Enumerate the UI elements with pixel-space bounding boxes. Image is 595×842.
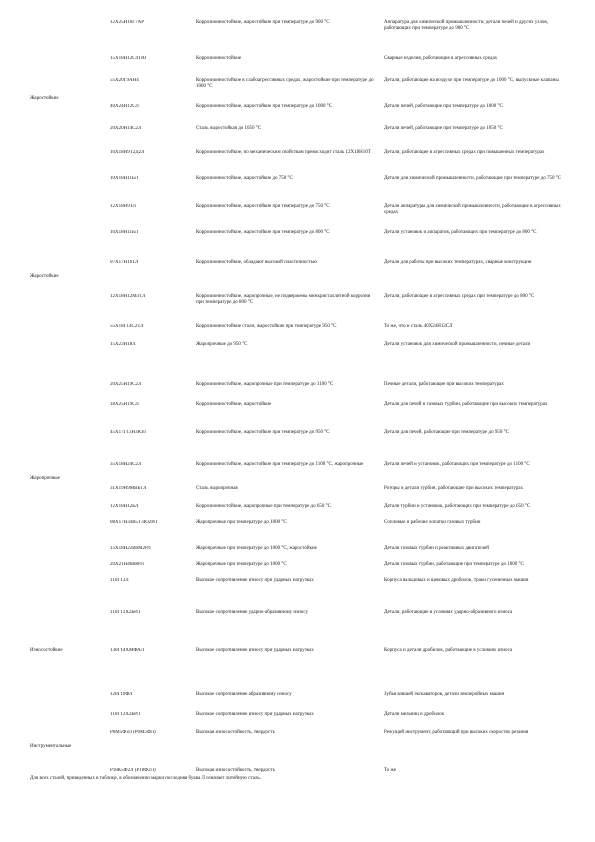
steel-grade: 35Х18Н24С2Л	[110, 462, 142, 467]
steel-grade: 45Х17Г13Н3ЮЛ	[110, 430, 146, 435]
steel-grade: 10Х18Н9Т2Д2Л	[110, 150, 145, 155]
steel-application: Детали мельниц и дробилок	[384, 712, 445, 717]
steel-properties: Коррозионностойкие, жаропрочные при температуре до 1100 °С	[196, 382, 334, 387]
group-label: Жаростойкие	[30, 274, 59, 279]
steel-properties: Коррозионностойкие, жаростойкие при температуре до 800 °С	[196, 230, 330, 235]
steel-properties: Коррозионностойкие, по механическим свойствам превосходит сталь 12Х18Н10Т	[196, 150, 371, 155]
steel-properties: Коррозионностойкие, жаростойкие при температуре до 900 °С	[196, 20, 330, 25]
steel-properties: Сталь жаростойкая до 1050 °С	[196, 126, 262, 131]
steel-grade: 110Г13Х2БРЛ	[110, 712, 140, 717]
steel-application: Детали установок и аппаратов, работающих при температуре до 800 °С	[384, 230, 537, 235]
steel-properties: Коррозионностойкие, жаропрочные, не подвержены межкристаллитной коррозии при температуре до 800 °С	[196, 294, 371, 305]
steel-properties: Высокая износостойкость, твердость	[196, 768, 275, 773]
steel-grade: 15Х18Н12С4ТЮ	[110, 56, 147, 61]
steel-properties: Коррозионностойкие, жаростойкие при температуре до 750 °С	[196, 204, 330, 209]
steel-grade: 12Х18Н12БЛ	[110, 504, 139, 509]
steel-application: Аппаратура для химической промышленности, детали печей и других узлов, работающих при температуре до 900 °С	[384, 20, 548, 31]
steel-grade: 15Х18Н22В6М2РЛ	[110, 546, 151, 551]
steel-application: Детали, работающие в условиях ударно-абразивного износа	[384, 610, 513, 615]
footnote: Для всех сталей, приведенных в таблице, в обозначении марки последняя буква Л означает литейную сталь.	[30, 776, 261, 781]
group-label: Жаростойкие	[30, 96, 59, 101]
steel-properties: Коррозионностойкие, жаропрочные при температуре до 650 °С	[196, 504, 331, 509]
steel-application: Роторы и детали турбин, работающие при высоких температурах	[384, 486, 524, 491]
steel-grade: 12Х18Н12М3ТЛ	[110, 294, 146, 299]
steel-application: Детали, работающие в агрессивных средах при температуре до 800 °С	[384, 294, 535, 299]
steel-grade: 110Г13Х2БРЛ	[110, 610, 140, 615]
steel-properties: Жаропрочные до 950 °С	[196, 342, 248, 347]
steel-application: Зубья ковшей экскаваторов, детали землеройных машин	[384, 692, 505, 697]
steel-properties: Высокое сопротивление износу при ударных нагрузках	[196, 712, 314, 717]
steel-application: Печные детали, работающие при высоких температурах	[384, 382, 504, 387]
steel-application: Детали газовых турбин и реактивных двигателей	[384, 546, 489, 551]
steel-application: Детали печей и установок, работающих при температуре до 1100 °С	[384, 462, 530, 467]
steel-grade: 12Х18Н9ТЛ	[110, 204, 136, 209]
steel-application: Детали для работы при высоких температурах, сварные конструкции	[384, 260, 532, 265]
steel-properties: Жаропрочные при температуре до 1000 °С, жаростойкие	[196, 546, 317, 551]
steel-grade: 18Х25Н19СЛ	[110, 402, 139, 407]
steel-grade: 110Г13Л	[110, 578, 129, 583]
steel-application: Детали газовых турбин, работающие при температуре до 1000 °С	[384, 562, 524, 567]
steel-properties: Высокое сопротивление износу при ударных нагрузках	[196, 578, 314, 583]
steel-grade: 12Х25Н16Г7АР	[110, 20, 145, 25]
steel-application: Детали для химической промышленности, работающие при температуре до 750 °С	[384, 176, 562, 181]
steel-grade: Р18К5Ф2Л (Р18Ф2Л)	[110, 768, 156, 773]
steel-application: Режущий инструмент, работающий при высоких скоростях резания	[384, 730, 529, 735]
steel-grade: 10Х18Н11БЛ	[110, 176, 139, 181]
steel-application: Детали, работающие на воздухе при температуре до 1000 °С, выпускные клапаны	[384, 78, 559, 83]
steel-properties: Жаропрочные при температуре до 1000 °С	[196, 562, 287, 567]
steel-application: Корпуса и детали дробилок, работающие в условиях износа	[384, 648, 513, 653]
steel-properties: Коррозионностойкие, жаростойкие при температуре до 1100 °С, жаропрочные	[196, 462, 364, 467]
steel-application: То же, что и сталь 40Х24Н12СЛ	[384, 324, 453, 329]
steel-properties: Коррозионностойкие, жаростойкие при температуре до 950 °С	[196, 430, 330, 435]
steel-application: Детали турбин и установок, работающих при температуре до 650 °С	[384, 504, 531, 509]
steel-grade: Р6М5ФЗЛ (Р6М5ФЛ)	[110, 730, 156, 735]
steel-application: Детали печей, работающие при температуре до 1050 °С	[384, 126, 503, 131]
steel-grade: 31Х19Н9МВБТЛ	[110, 486, 147, 491]
steel-properties: Коррозионностойкие стали, жаростойкие при температуре 950 °С	[196, 324, 337, 329]
steel-grade: 55Х18Г14С2ТЛ	[110, 324, 144, 329]
steel-properties: Коррозионностойкие, жаростойкие при температуре до 1000 °С	[196, 104, 333, 109]
steel-application: Сварные изделия, работающие в агрессивных средах	[384, 56, 498, 61]
steel-properties: Высокое сопротивление ударно-абразивному износу	[196, 610, 309, 615]
steel-properties: Жаропрочные при температуре до 1000 °С	[196, 520, 287, 525]
steel-grade: 55Х20Г9АН4	[110, 78, 139, 83]
steel-grade: 120Г10ФЛ	[110, 692, 133, 697]
steel-grade: 20Х20Н14С2Л	[110, 126, 142, 131]
steel-grade: 08Х17Н34В5Т3Ю2РЛ	[110, 520, 158, 525]
steel-properties: Высокое сопротивление абразивному износу	[196, 692, 292, 697]
steel-application: Корпуса вальцовых и щековых дробилок, траки гусеничных машин	[384, 578, 529, 583]
steel-application: Детали для печей, работающие при температуре до 950 °С	[384, 430, 509, 435]
steel-grade: 40Х24Н12СЛ	[110, 104, 139, 109]
steel-properties: Коррозионностойкие, обладают высокой пластичностью	[196, 260, 317, 265]
group-label: Жаропрочные	[30, 476, 60, 481]
steel-grade: 10Х18Н11БЛ	[110, 230, 139, 235]
steel-application: Детали печей, работающие при температуре до 1000 °С	[384, 104, 503, 109]
group-label: Износостойкие	[30, 648, 63, 653]
steel-properties: Сталь жаропрочная	[196, 486, 238, 491]
steel-properties: Коррозионностойкие, жаростойкие	[196, 402, 272, 407]
steel-properties: Высокое сопротивление износу при ударных нагрузках	[196, 648, 314, 653]
steel-grade: 20Х21Н46В8РЛ	[110, 562, 144, 567]
steel-application: То же	[384, 768, 397, 773]
steel-grade: 15Х23Н18Л	[110, 342, 136, 347]
steel-properties: Коррозионностойкие, жаростойкие до 750 °С	[196, 176, 293, 181]
steel-application: Детали, работающие в агрессивных средах при повышенных температурах	[384, 150, 545, 155]
steel-application: Детали для печей и газовых турбин, работающие при высоких температурах	[384, 402, 548, 407]
steel-properties: Высокая износостойкость, твердость	[196, 730, 275, 735]
steel-application: Сопловые и рабочие лопатки газовых турбин	[384, 520, 481, 525]
steel-grade: 07Х17Н16ТЛ	[110, 260, 139, 265]
steel-grade: 20Х25Н19С2Л	[110, 382, 142, 387]
steel-properties: Коррозионностойкие в слабоагрессивных средах, жаростойкие при температуре до 1000 °С	[196, 78, 374, 89]
steel-properties: Коррозионностойкие	[196, 56, 242, 61]
steel-application: Детали установок для химической промышленности, печные детали	[384, 342, 531, 347]
steel-grade: 130Г14ХМФАЛ	[110, 648, 145, 653]
group-label: Инструментальные	[30, 744, 72, 749]
steel-application: Детали аппаратуры для химической промышленности, работающие в агрессивных средах	[384, 204, 561, 215]
